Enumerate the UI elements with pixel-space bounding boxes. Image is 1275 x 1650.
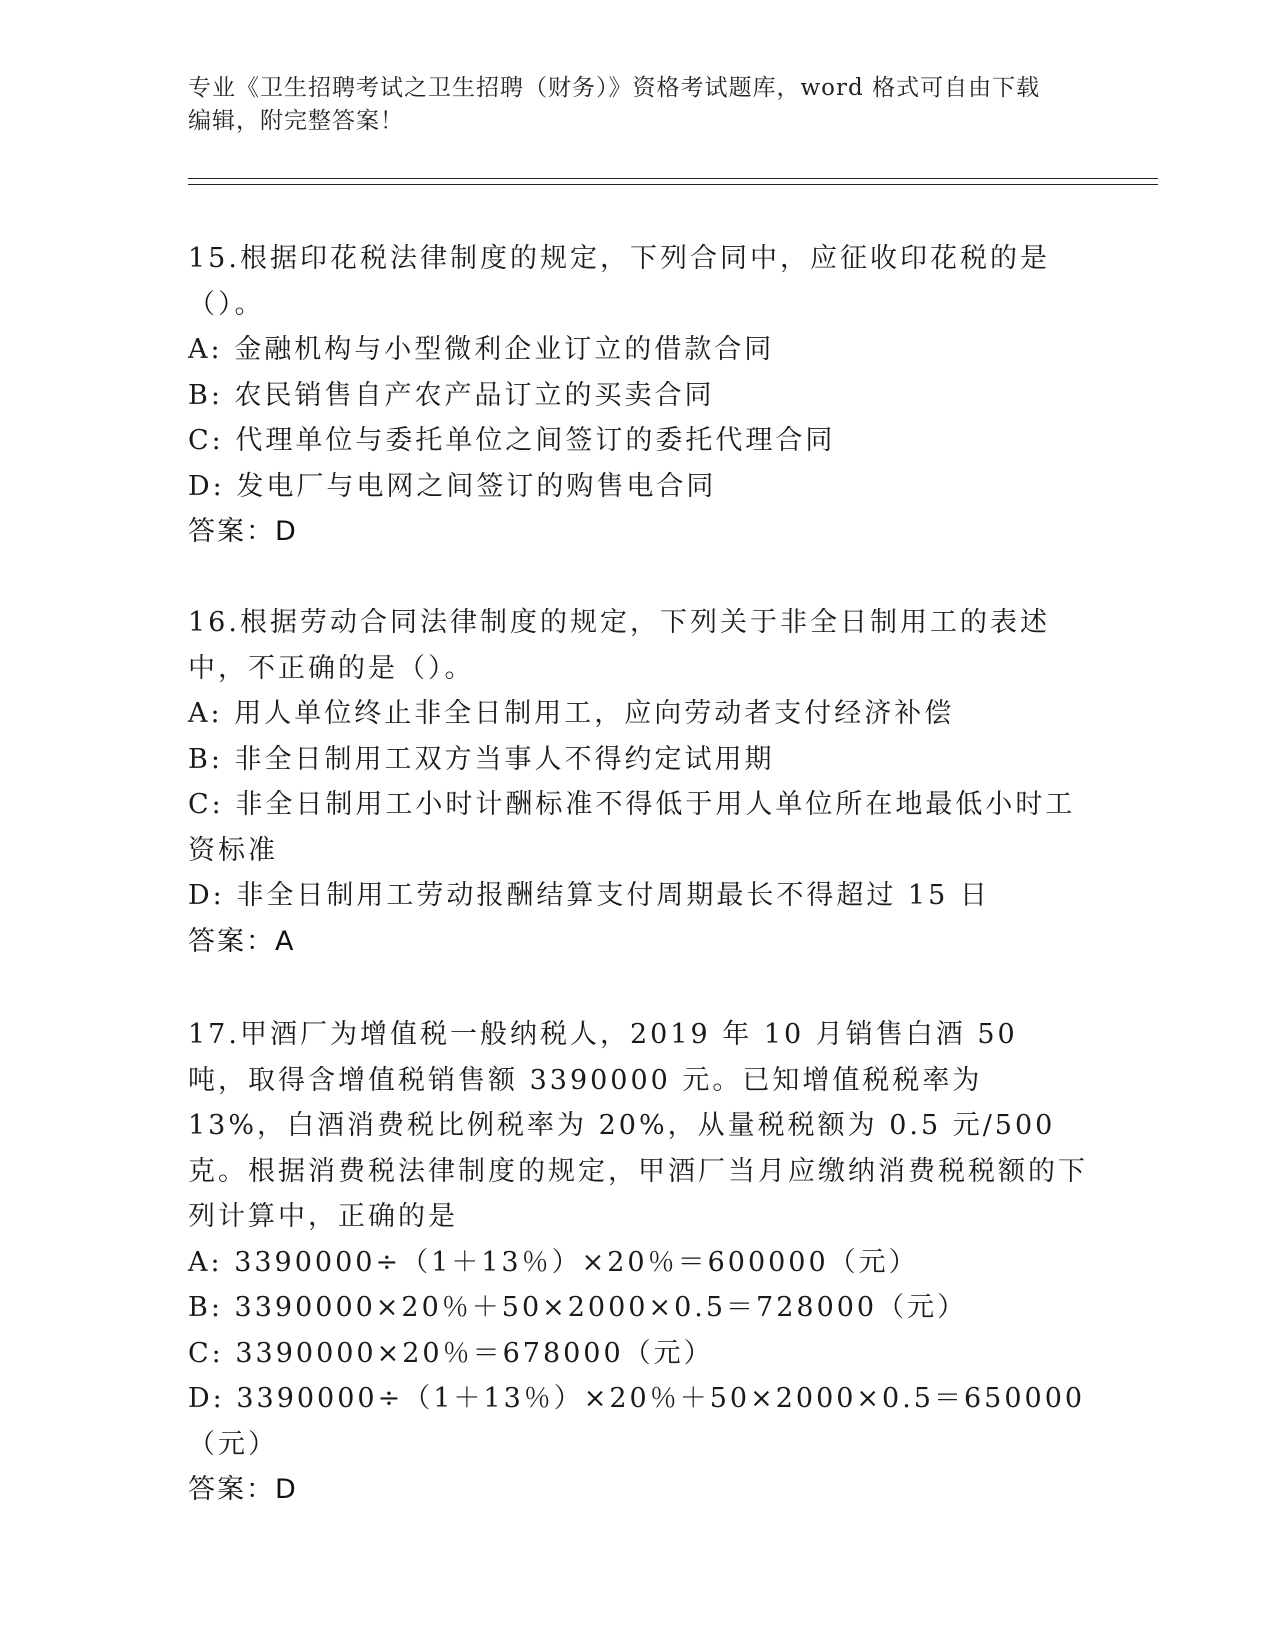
option-d (188, 464, 1088, 510)
option-letter: A: (188, 1246, 223, 1278)
option-c (188, 418, 1088, 464)
answer-line (188, 509, 1088, 555)
option-letter: B: (188, 743, 223, 775)
option-letter: C: (188, 789, 224, 820)
option-text: 3390000÷（1＋13％）×20％＋50×2000×0.5＝650000（元） (188, 1383, 1086, 1460)
question-16 (188, 600, 1088, 964)
option-text: 非全日制用工小时计酬标准不得低于用人单位所在地最低小时工资标准 (188, 789, 1076, 866)
option-c (188, 782, 1088, 873)
option-letter: B: (188, 1292, 223, 1323)
header-divider-bottom (188, 184, 1158, 185)
answer-value: D (275, 516, 298, 547)
option-text: 农民销售自产农产品订立的买卖合同 (234, 379, 715, 411)
option-b (188, 737, 1088, 783)
option-text: 非全日制用工劳动报酬结算支付周期最长不得超过 15 日 (236, 880, 990, 911)
option-a (188, 327, 1088, 373)
question-stem: 16.根据劳动合同法律制度的规定，下列关于非全日制用工的表述中，不正确的是（）。 (188, 607, 1050, 684)
question-stem: 15.根据印花税法律制度的规定，下列合同中，应征收印花税的是（）。 (188, 243, 1050, 320)
option-a (188, 1240, 1088, 1286)
option-text: 3390000×20％＋50×2000×0.5＝728000（元） (234, 1292, 968, 1323)
option-text: 3390000×20％＝678000（元） (235, 1337, 714, 1369)
option-letter: D: (188, 1383, 225, 1414)
option-letter: A: (188, 334, 223, 365)
option-text: 用人单位终止非全日制用工，应向劳动者支付经济补偿 (234, 698, 955, 729)
option-text: 发电厂与电网之间签订的购售电合同 (236, 470, 717, 502)
header-divider-top (188, 178, 1158, 179)
option-text: 代理单位与委托单位之间签订的委托代理合同 (235, 425, 836, 456)
option-letter: B: (188, 379, 223, 411)
option-letter: C: (188, 1337, 224, 1369)
answer-line (188, 919, 1088, 965)
question-15 (188, 236, 1088, 555)
option-b (188, 373, 1088, 419)
option-c (188, 1331, 1088, 1377)
answer-value: D (275, 1474, 298, 1505)
header-line-2: 编辑，附完整答案！ (188, 108, 404, 134)
option-d (188, 873, 1088, 919)
document-header (188, 72, 1088, 138)
question-17 (188, 1012, 1088, 1513)
answer-value: A (275, 925, 296, 957)
answer-label: 答案： (188, 925, 275, 957)
option-letter: C: (188, 425, 224, 456)
option-text: 3390000÷（1＋13％）×20％＝600000（元） (234, 1246, 919, 1278)
option-b (188, 1285, 1088, 1331)
option-text: 非全日制用工双方当事人不得约定试用期 (234, 743, 775, 775)
option-d (188, 1376, 1088, 1467)
header-line-1: 专业《卫生招聘考试之卫生招聘（财务）》资格考试题库，word 格式可自由下载 (188, 75, 1041, 101)
answer-label: 答案： (188, 1474, 275, 1505)
option-text: 金融机构与小型微利企业订立的借款合同 (234, 334, 775, 365)
option-a (188, 691, 1088, 737)
option-letter: D: (188, 470, 225, 502)
question-stem: 17.甲酒厂为增值税一般纳税人，2019 年 10 月销售白酒 50 吨，取得含增值税销售额 3390000 元。已知增值税税率为 13%，白酒消费税比例税率为 20%，从量税税额为 0.5 元/500 克。根据消费税法律制度的规定，甲酒厂当月应缴纳消费税税额的下列计算中，正确的是 (188, 1019, 1088, 1232)
option-letter: D: (188, 880, 225, 911)
option-letter: A: (188, 698, 223, 729)
answer-label: 答案： (188, 516, 275, 547)
answer-line (188, 1467, 1088, 1513)
